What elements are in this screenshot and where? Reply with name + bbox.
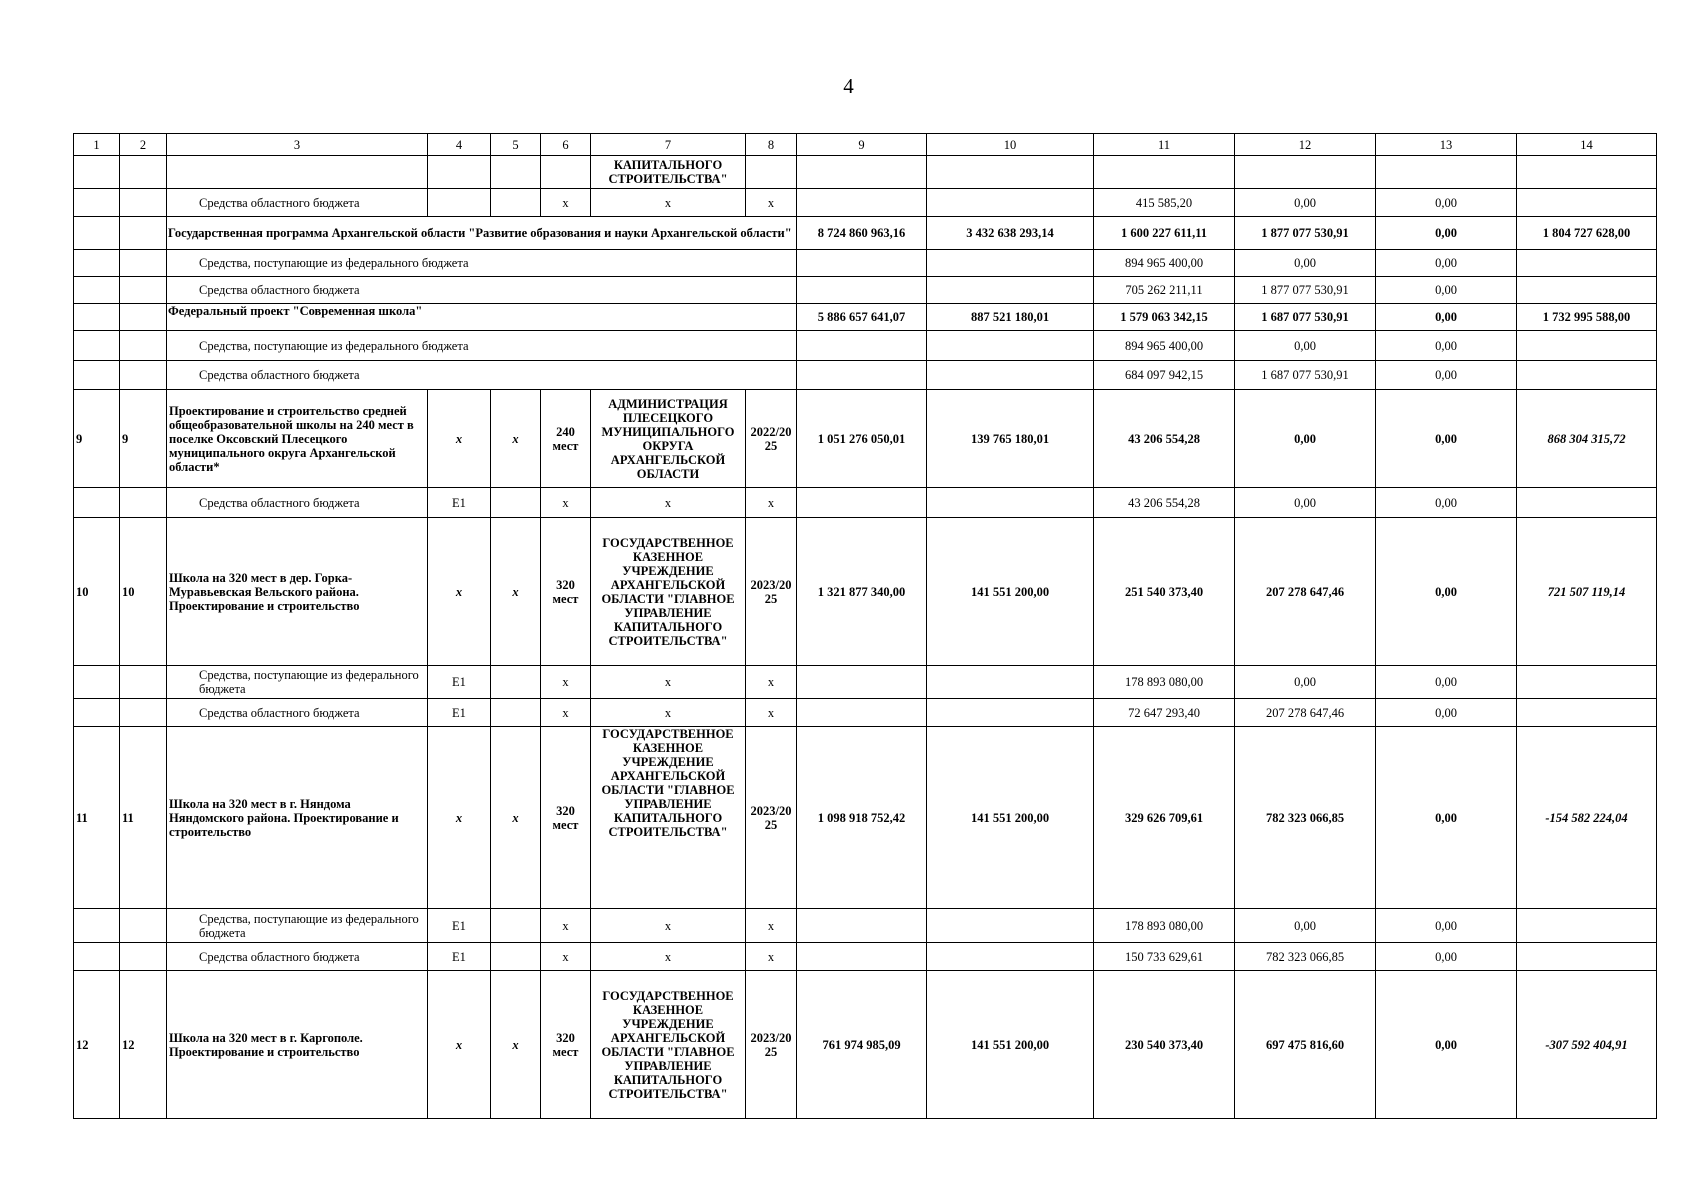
object-name: Школа на 320 мест в дер. Горка-Муравьевская Вельского района. Проектирование и строительство <box>167 518 428 666</box>
amount-cell: 5 886 657 641,07 <box>797 304 927 331</box>
code-cell: Е1 <box>428 943 491 971</box>
amount-cell: 251 540 373,40 <box>1094 518 1235 666</box>
amount-cell: 139 765 180,01 <box>927 390 1094 488</box>
amount-cell: 178 893 080,00 <box>1094 666 1235 699</box>
table-row <box>74 909 1657 943</box>
x-mark: х <box>591 666 746 699</box>
x-mark: х <box>591 488 746 518</box>
x-mark: х <box>541 189 591 217</box>
amount-cell: 0,00 <box>1376 727 1517 909</box>
funding-source-label: Средства, поступающие из федерального бюджета <box>167 666 428 699</box>
amount-cell: 0,00 <box>1376 488 1517 518</box>
amount-cell: 141 551 200,00 <box>927 518 1094 666</box>
amount-cell: 0,00 <box>1235 488 1376 518</box>
amount-cell: 0,00 <box>1376 277 1517 304</box>
amount-cell: 0,00 <box>1235 250 1376 277</box>
table-row <box>74 189 1657 217</box>
header-cell: 4 <box>428 134 491 156</box>
amount-cell: 0,00 <box>1235 390 1376 488</box>
period-cell: 2023/2025 <box>746 518 797 666</box>
table-row <box>74 331 1657 361</box>
responsible-org-cell: ГОСУДАРСТВЕННОЕ КАЗЕННОЕ УЧРЕЖДЕНИЕ АРХАНГЕЛЬСКОЙ ОБЛАСТИ "ГЛАВНОЕ УПРАВЛЕНИЕ КАПИТАЛЬНОГО СТРОИТЕЛЬСТВА" <box>591 971 746 1119</box>
amount-cell: 1 804 727 628,00 <box>1517 217 1657 250</box>
header-cell: 7 <box>591 134 746 156</box>
amount-cell: 1 579 063 342,15 <box>1094 304 1235 331</box>
period-cell: 2023/2025 <box>746 971 797 1119</box>
x-mark: х <box>746 909 797 943</box>
x-mark: х <box>541 909 591 943</box>
table-row <box>74 390 1657 488</box>
amount-cell: 207 278 647,46 <box>1235 518 1376 666</box>
amount-cell: 1 732 995 588,00 <box>1517 304 1657 331</box>
amount-cell: 0,00 <box>1376 331 1517 361</box>
header-cell: 5 <box>491 134 541 156</box>
x-mark: х <box>746 943 797 971</box>
x-mark: х <box>746 488 797 518</box>
responsible-org-cell: ГОСУДАРСТВЕННОЕ КАЗЕННОЕ УЧРЕЖДЕНИЕ АРХАНГЕЛЬСКОЙ ОБЛАСТИ "ГЛАВНОЕ УПРАВЛЕНИЕ КАПИТАЛЬНОГО СТРОИТЕЛЬСТВА" <box>591 727 746 909</box>
funding-source-label: Средства областного бюджета <box>167 277 797 304</box>
row-number: 9 <box>120 390 167 488</box>
funding-source-label: Средства областного бюджета <box>167 488 428 518</box>
x-mark: х <box>591 699 746 727</box>
amount-cell: 0,00 <box>1376 304 1517 331</box>
x-mark: х <box>428 971 491 1119</box>
amount-cell: 782 323 066,85 <box>1235 943 1376 971</box>
funding-source-label: Средства областного бюджета <box>167 699 428 727</box>
amount-cell: 207 278 647,46 <box>1235 699 1376 727</box>
x-mark: х <box>491 971 541 1119</box>
row-number: 9 <box>74 390 120 488</box>
column-number-header-row <box>74 134 1657 156</box>
table-row <box>74 699 1657 727</box>
x-mark: х <box>491 518 541 666</box>
x-mark: х <box>591 189 746 217</box>
amount-cell: 1 877 077 530,91 <box>1235 277 1376 304</box>
table-row <box>74 518 1657 666</box>
object-name: Школа на 320 мест в г. Няндома Няндомского района. Проектирование и строительство <box>167 727 428 909</box>
header-cell: 9 <box>797 134 927 156</box>
funding-source-label: Средства областного бюджета <box>167 189 428 217</box>
funding-source-label: Средства областного бюджета <box>167 943 428 971</box>
x-mark: х <box>541 943 591 971</box>
amount-cell: 150 733 629,61 <box>1094 943 1235 971</box>
table-row <box>74 666 1657 699</box>
row-number: 12 <box>74 971 120 1119</box>
table-row <box>74 488 1657 518</box>
table-row <box>74 217 1657 250</box>
table-row <box>74 727 1657 909</box>
amount-cell: 3 432 638 293,14 <box>927 217 1094 250</box>
header-cell: 1 <box>74 134 120 156</box>
page-number: 4 <box>843 74 854 98</box>
amount-cell: 43 206 554,28 <box>1094 488 1235 518</box>
table-row <box>74 361 1657 390</box>
row-number: 11 <box>120 727 167 909</box>
amount-cell: 887 521 180,01 <box>927 304 1094 331</box>
x-mark: х <box>428 518 491 666</box>
amount-cell: 0,00 <box>1376 666 1517 699</box>
header-cell: 14 <box>1517 134 1657 156</box>
amount-cell: 1 877 077 530,91 <box>1235 217 1376 250</box>
amount-cell: 782 323 066,85 <box>1235 727 1376 909</box>
period-cell: 2023/2025 <box>746 727 797 909</box>
header-cell: 12 <box>1235 134 1376 156</box>
capacity-cell: 320 мест <box>541 727 591 909</box>
amount-cell: 0,00 <box>1376 971 1517 1119</box>
funding-source-label: Средства областного бюджета <box>167 361 797 390</box>
x-mark: х <box>428 727 491 909</box>
amount-cell: 141 551 200,00 <box>927 971 1094 1119</box>
row-number: 11 <box>74 727 120 909</box>
amount-cell: 0,00 <box>1235 666 1376 699</box>
amount-cell: 329 626 709,61 <box>1094 727 1235 909</box>
amount-cell: 230 540 373,40 <box>1094 971 1235 1119</box>
table-row <box>74 277 1657 304</box>
x-mark: х <box>541 666 591 699</box>
amount-cell: 0,00 <box>1235 909 1376 943</box>
amount-cell: 0,00 <box>1376 518 1517 666</box>
amount-cell: 0,00 <box>1376 361 1517 390</box>
amount-cell: 178 893 080,00 <box>1094 909 1235 943</box>
budget-table <box>73 133 1657 1119</box>
amount-cell: 1 600 227 611,11 <box>1094 217 1235 250</box>
x-mark: х <box>541 488 591 518</box>
balance-cell: -307 592 404,91 <box>1517 971 1657 1119</box>
responsible-org-cell: ГОСУДАРСТВЕННОЕ КАЗЕННОЕ УЧРЕЖДЕНИЕ АРХАНГЕЛЬСКОЙ ОБЛАСТИ "ГЛАВНОЕ УПРАВЛЕНИЕ КАПИТАЛЬНОГО СТРОИТЕЛЬСТВА" <box>591 518 746 666</box>
amount-cell: 0,00 <box>1376 217 1517 250</box>
responsible-org-cell: КАПИТАЛЬНОГО СТРОИТЕЛЬСТВА" <box>591 156 746 189</box>
amount-cell: 684 097 942,15 <box>1094 361 1235 390</box>
row-number: 10 <box>120 518 167 666</box>
code-cell: Е1 <box>428 666 491 699</box>
x-mark: х <box>541 699 591 727</box>
table-row <box>74 971 1657 1119</box>
amount-cell: 0,00 <box>1235 189 1376 217</box>
header-cell: 8 <box>746 134 797 156</box>
amount-cell: 0,00 <box>1376 189 1517 217</box>
amount-cell: 43 206 554,28 <box>1094 390 1235 488</box>
x-mark: х <box>428 390 491 488</box>
balance-cell: -154 582 224,04 <box>1517 727 1657 909</box>
table-row <box>74 250 1657 277</box>
header-cell: 3 <box>167 134 428 156</box>
x-mark: х <box>591 909 746 943</box>
project-title: Федеральный проект "Современная школа" <box>167 304 797 331</box>
x-mark: х <box>591 943 746 971</box>
x-mark: х <box>746 666 797 699</box>
amount-cell: 705 262 211,11 <box>1094 277 1235 304</box>
capacity-cell: 240 мест <box>541 390 591 488</box>
capacity-cell: 320 мест <box>541 518 591 666</box>
balance-cell: 868 304 315,72 <box>1517 390 1657 488</box>
object-name: Проектирование и строительство средней общеобразовательной школы на 240 мест в поселке Оксовский Плесецкого муниципального округа Архангельской области* <box>167 390 428 488</box>
amount-cell: 1 051 276 050,01 <box>797 390 927 488</box>
row-number: 10 <box>74 518 120 666</box>
amount-cell: 1 687 077 530,91 <box>1235 304 1376 331</box>
amount-cell: 0,00 <box>1376 250 1517 277</box>
capacity-cell: 320 мест <box>541 971 591 1119</box>
amount-cell: 0,00 <box>1376 909 1517 943</box>
funding-source-label: Средства, поступающие из федерального бюджета <box>167 909 428 943</box>
header-cell: 13 <box>1376 134 1517 156</box>
balance-cell: 721 507 119,14 <box>1517 518 1657 666</box>
funding-source-label: Средства, поступающие из федерального бюджета <box>167 331 797 361</box>
row-number: 12 <box>120 971 167 1119</box>
x-mark: х <box>491 390 541 488</box>
amount-cell: 761 974 985,09 <box>797 971 927 1119</box>
x-mark: х <box>746 189 797 217</box>
table-row <box>74 156 1657 189</box>
amount-cell: 894 965 400,00 <box>1094 250 1235 277</box>
header-cell: 6 <box>541 134 591 156</box>
x-mark: х <box>491 727 541 909</box>
amount-cell: 0,00 <box>1376 390 1517 488</box>
amount-cell: 1 321 877 340,00 <box>797 518 927 666</box>
code-cell: Е1 <box>428 488 491 518</box>
amount-cell: 0,00 <box>1235 331 1376 361</box>
x-mark: х <box>746 699 797 727</box>
amount-cell: 72 647 293,40 <box>1094 699 1235 727</box>
header-cell: 10 <box>927 134 1094 156</box>
header-cell: 11 <box>1094 134 1235 156</box>
amount-cell: 1 098 918 752,42 <box>797 727 927 909</box>
amount-cell: 0,00 <box>1376 699 1517 727</box>
code-cell: Е1 <box>428 699 491 727</box>
amount-cell: 697 475 816,60 <box>1235 971 1376 1119</box>
table-row <box>74 304 1657 331</box>
amount-cell: 8 724 860 963,16 <box>797 217 927 250</box>
table-row <box>74 943 1657 971</box>
funding-source-label: Средства, поступающие из федерального бюджета <box>167 250 797 277</box>
program-title: Государственная программа Архангельской области "Развитие образования и науки Архангельской области" <box>167 217 797 250</box>
object-name: Школа на 320 мест в г. Каргополе. Проектирование и строительство <box>167 971 428 1119</box>
amount-cell: 1 687 077 530,91 <box>1235 361 1376 390</box>
amount-cell: 415 585,20 <box>1094 189 1235 217</box>
amount-cell: 894 965 400,00 <box>1094 331 1235 361</box>
header-cell: 2 <box>120 134 167 156</box>
code-cell: Е1 <box>428 909 491 943</box>
period-cell: 2022/2025 <box>746 390 797 488</box>
responsible-org-cell: АДМИНИСТРАЦИЯ ПЛЕСЕЦКОГО МУНИЦИПАЛЬНОГО ОКРУГА АРХАНГЕЛЬСКОЙ ОБЛАСТИ <box>591 390 746 488</box>
amount-cell: 141 551 200,00 <box>927 727 1094 909</box>
amount-cell: 0,00 <box>1376 943 1517 971</box>
